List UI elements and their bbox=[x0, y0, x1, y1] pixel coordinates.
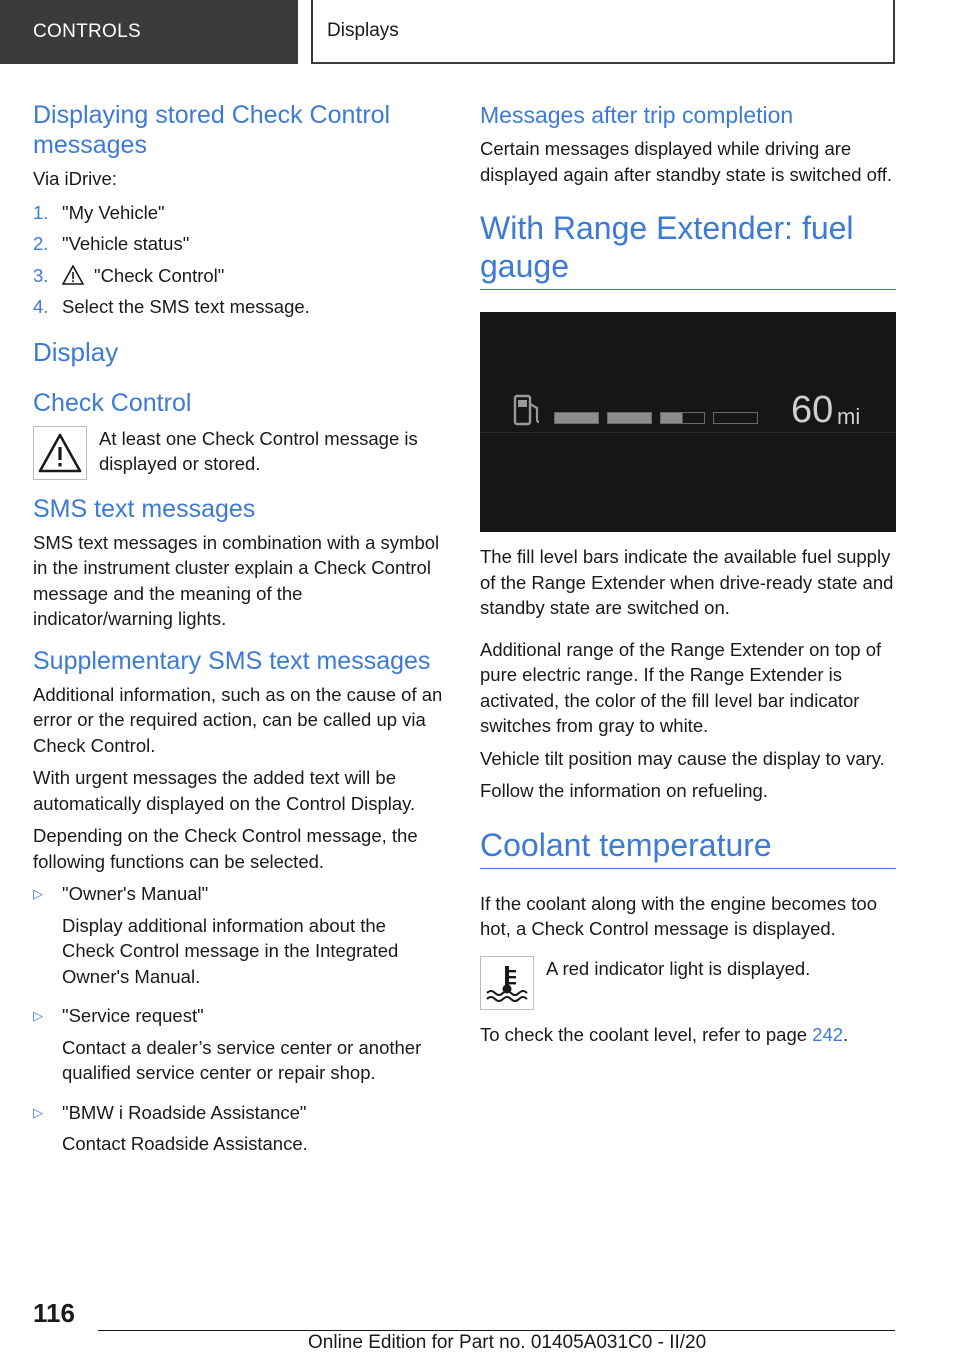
via-idrive: Via iDrive: bbox=[33, 168, 117, 189]
list-item bbox=[33, 231, 443, 257]
display-divider bbox=[480, 432, 896, 433]
range-paragraph-1: The fill level bars indicate the available fuel supply of the Range Extender when drive-ready state and standby state are switched on. bbox=[480, 546, 894, 618]
step-text: Select the SMS text message. bbox=[62, 296, 310, 317]
bullet-triangle-icon: ▷ bbox=[33, 1104, 43, 1120]
heading-display: Display bbox=[33, 336, 119, 367]
header-section-label: CONTROLS bbox=[33, 21, 141, 42]
coolant-ref-end: . bbox=[843, 1023, 849, 1045]
fill-level-segment bbox=[554, 412, 599, 424]
list-item bbox=[33, 1003, 443, 1092]
step-number: 2. bbox=[33, 233, 49, 254]
left-column bbox=[33, 100, 443, 1171]
coolant-paragraph-2 bbox=[480, 1022, 896, 1048]
footer-divider bbox=[98, 1330, 895, 1331]
step-number: 1. bbox=[33, 201, 49, 223]
coolant-ref-text: To check the coolant level, refer to page bbox=[480, 1023, 813, 1045]
step-number: 4. bbox=[33, 296, 49, 317]
coolant-paragraph-1: If the coolant along with the engine becomes too hot, a Check Control message is displayed. bbox=[480, 892, 877, 939]
list-item bbox=[33, 1100, 443, 1163]
step-text: "My Vehicle" bbox=[62, 201, 165, 223]
warning-triangle-icon bbox=[37, 432, 83, 474]
option-title: "BMW i Roadside Assistance" bbox=[62, 1101, 307, 1123]
fuel-pump-icon bbox=[513, 394, 543, 426]
heading-range-extender-wrap bbox=[480, 209, 896, 290]
page-number: 116 bbox=[33, 1298, 75, 1328]
trip-text: Certain messages displayed while driving are displayed again after standby state is switched off. bbox=[480, 138, 893, 185]
coolant-temperature-icon bbox=[484, 963, 530, 1003]
header-chapter-label: Displays bbox=[327, 20, 399, 41]
list-item bbox=[33, 881, 443, 995]
list-item bbox=[33, 263, 443, 289]
range-paragraph-3: Vehicle tilt position may cause the display to vary. bbox=[480, 747, 885, 769]
heading-supplementary-sms: Supplementary SMS text messages bbox=[33, 646, 431, 675]
range-value: 60 bbox=[791, 389, 834, 431]
fill-level-segment bbox=[660, 412, 705, 424]
sms-text: SMS text messages in combination with a symbol in the instrument cluster explain a Check Control message and the meaning of the indicator/warning lights. bbox=[33, 531, 440, 629]
page-reference-link[interactable]: 242 bbox=[812, 1023, 844, 1045]
option-desc: Contact a dealer’s service center or another qualified service center or repair shop. bbox=[62, 1036, 422, 1083]
list-item bbox=[33, 294, 443, 320]
option-desc: Contact Roadside Assistance. bbox=[62, 1133, 308, 1154]
range-paragraph-4: Follow the information on refueling. bbox=[480, 780, 768, 801]
heading-coolant-temperature: Coolant temperature bbox=[480, 826, 772, 863]
list-item bbox=[33, 200, 443, 226]
check-control-row bbox=[33, 426, 443, 480]
option-desc: Display additional information about the Check Control message in the Integrated Owner's Manual. bbox=[62, 914, 399, 987]
footer-edition: Online Edition for Part no. 01405A031C0 - II/20 bbox=[308, 1332, 707, 1353]
warning-symbol-box bbox=[33, 426, 87, 480]
range-unit: mi bbox=[837, 404, 861, 429]
supp-paragraph-2: With urgent messages the added text will be automatically displayed on the Control Display. bbox=[33, 767, 416, 814]
coolant-symbol-box bbox=[480, 956, 534, 1010]
fuel-gauge-display bbox=[480, 312, 896, 532]
fill-level-segment bbox=[607, 412, 652, 424]
bullet-triangle-icon: ▷ bbox=[33, 886, 43, 901]
right-column bbox=[480, 100, 896, 1054]
heading-trip-completion: Messages after trip completion bbox=[480, 102, 794, 128]
fill-level-segment bbox=[713, 412, 758, 424]
heading-coolant-wrap bbox=[480, 826, 896, 869]
heading-sms: SMS text messages bbox=[33, 494, 256, 523]
steps-list bbox=[33, 200, 443, 320]
step-text: "Vehicle status" bbox=[62, 233, 190, 254]
supp-paragraph-3: Depending on the Check Control message, the following functions can be selected. bbox=[33, 825, 418, 872]
heading-check-control: Check Control bbox=[33, 388, 192, 417]
check-control-text: At least one Check Control message is displayed or stored. bbox=[99, 427, 418, 474]
option-title: "Service request" bbox=[62, 1005, 204, 1026]
heading-stored-messages: Displaying stored Check Control messages bbox=[33, 101, 391, 159]
coolant-indicator-text: A red indicator light is displayed. bbox=[546, 957, 811, 979]
bullet-triangle-icon: ▷ bbox=[33, 1008, 43, 1023]
step-text: "Check Control" bbox=[94, 264, 225, 286]
option-title: "Owner's Manual" bbox=[62, 883, 209, 904]
warning-triangle-icon bbox=[62, 265, 84, 285]
options-list bbox=[33, 881, 443, 1163]
range-paragraph-2: Additional range of the Range Extender on top of pure electric range. If the Range Extender is activated, the color of the fill level bar indicator switches from gray to white. bbox=[480, 638, 882, 736]
header-chapter bbox=[311, 0, 895, 64]
heading-range-extender: With Range Extender: fuel gauge bbox=[480, 210, 854, 284]
header-section bbox=[0, 0, 298, 64]
step-number: 3. bbox=[33, 264, 49, 286]
supp-paragraph-1: Additional information, such as on the cause of an error or the required action, can be called up via Check Control. bbox=[33, 683, 443, 756]
coolant-indicator-row bbox=[480, 956, 896, 1010]
